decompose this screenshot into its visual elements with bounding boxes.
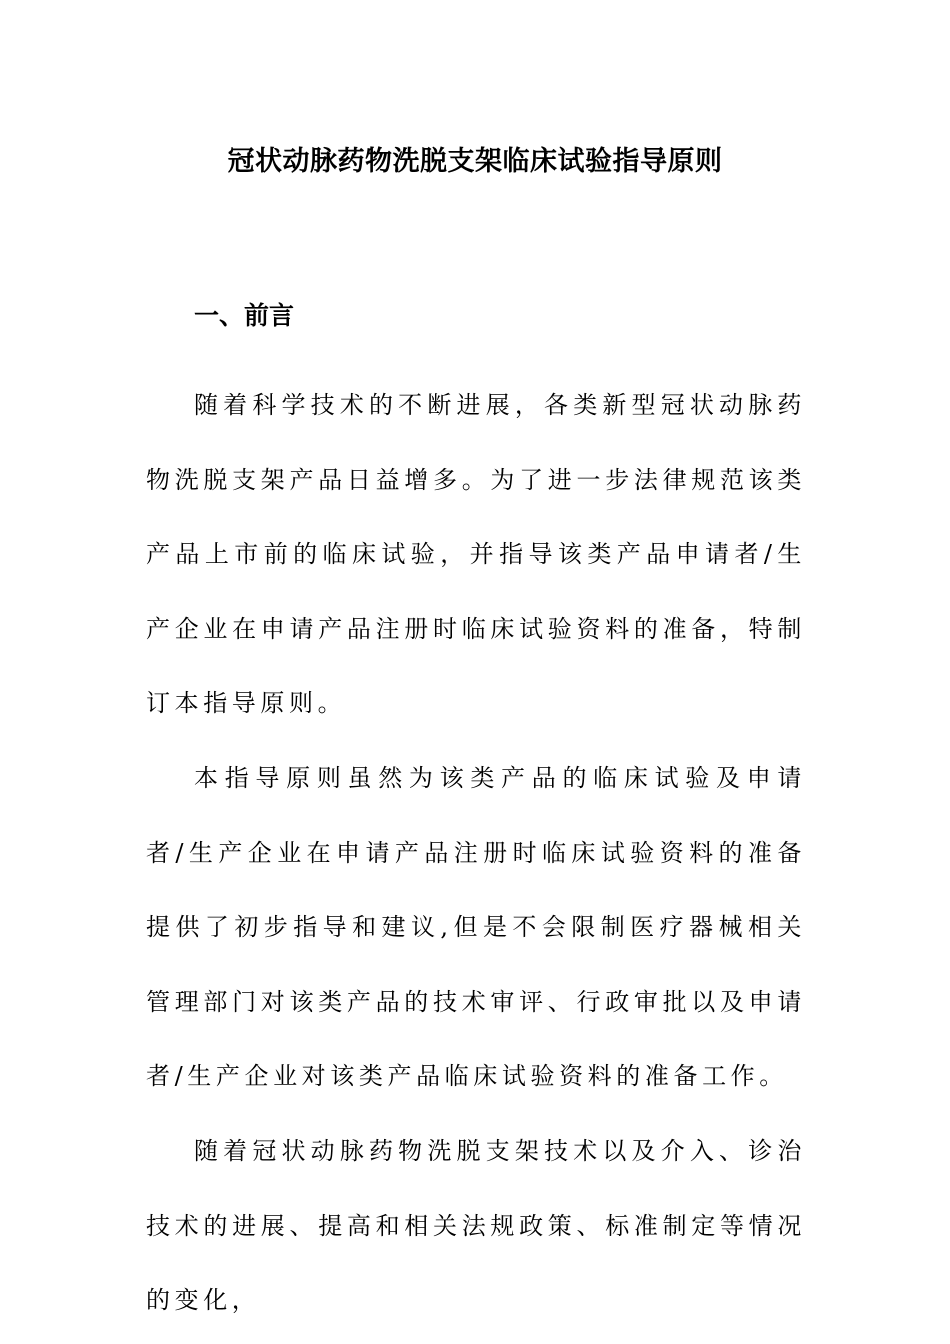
paragraph: 随着科学技术的不断进展，各类新型冠状动脉药物洗脱支架产品日益增多。为了进一步法律规范该类产品上市前的临床试验，并指导该类产品申请者/生产企业在申请产品注册时临床试验资料的准备，特制订本指导原则。 (146, 391, 806, 718)
document-title: 冠状动脉药物洗脱支架临床试验指导原则 (227, 146, 723, 177)
paragraph: 随着冠状动脉药物洗脱支架技术以及介入、诊治技术的进展、提高和相关法规政策、标准制定等情况的变化， (146, 1136, 806, 1315)
paragraph: 本指导原则虽然为该类产品的临床试验及申请者/生产企业在申请产品注册时临床试验资料的准备提供了初步指导和建议,但是不会限制医疗器械相关管理部门对该类产品的技术审评、行政审批以及申请者/生产企业对该类产品临床试验资料的准备工作。 (146, 763, 806, 1091)
section-body (146, 368, 806, 1338)
section-heading-preface: 一、前言 (194, 301, 295, 330)
